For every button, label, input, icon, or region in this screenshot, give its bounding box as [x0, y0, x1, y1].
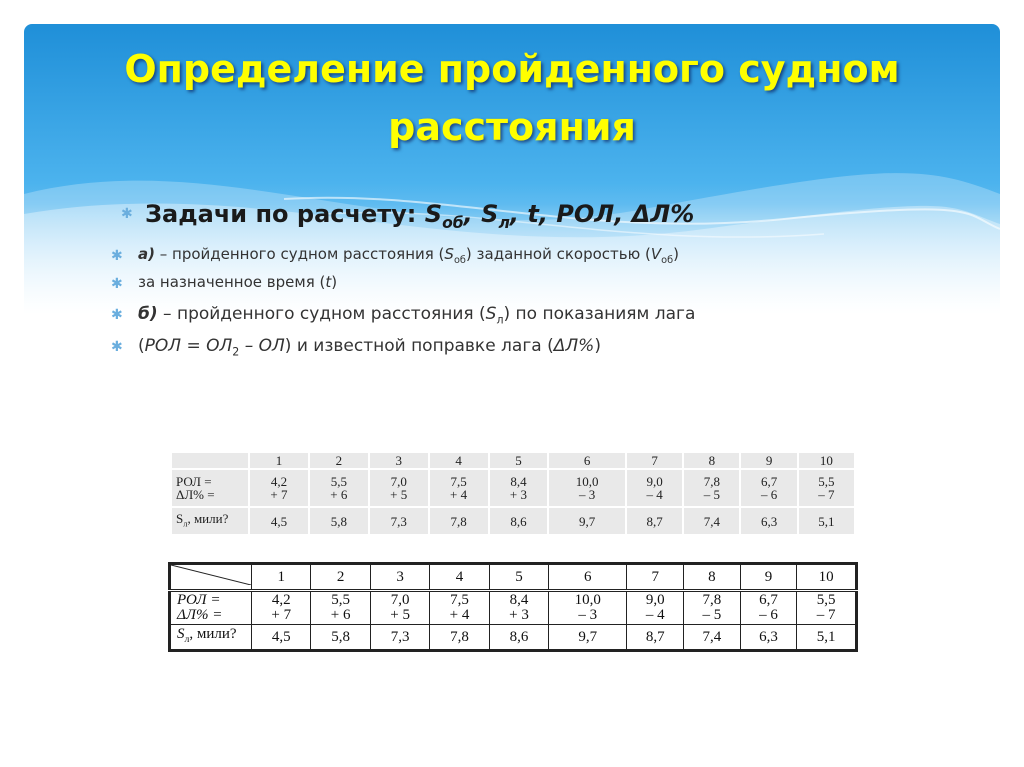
bullet-b: ✱ б) – пройденного судном расстояния $(S_л)$ по показаниям лага — [111, 304, 696, 327]
table-cell: 8,4 + 3 — [489, 469, 549, 507]
table-cell: 7,0 + 5 — [369, 469, 429, 507]
col-header: 7 — [626, 452, 683, 469]
data-table-gray — [170, 451, 856, 536]
table-cell: 5,8 — [311, 625, 370, 651]
table-row — [170, 625, 857, 651]
row-label: $S_л$, мили? — [170, 625, 252, 651]
bullet-time: ✱ за назначенное время (t) — [111, 273, 338, 292]
col-header: 4 — [430, 564, 489, 591]
table-row — [170, 591, 857, 625]
table-cell: 7,4 — [684, 625, 741, 651]
col-header: 10 — [798, 452, 855, 469]
col-header: 1 — [252, 564, 311, 591]
table-cell: 8,6 — [489, 507, 549, 535]
table-row — [171, 469, 855, 507]
star-bullet-icon: ✱ — [121, 206, 133, 222]
slide-title — [24, 40, 1000, 156]
table-cell: 4,5 — [249, 507, 309, 535]
table-cell: 4,2 + 7 — [252, 591, 311, 625]
col-header: 6 — [548, 452, 626, 469]
table-cell: 7,3 — [370, 625, 429, 651]
table-cell: 7,3 — [369, 507, 429, 535]
col-header: 7 — [627, 564, 684, 591]
col-header: 5 — [489, 564, 548, 591]
table-cell: 6,7 – 6 — [740, 469, 797, 507]
row-label: $S_л$, мили? — [171, 507, 249, 535]
table-cell: 8,7 — [626, 507, 683, 535]
table-cell: 5,5 – 7 — [797, 591, 857, 625]
col-header: 2 — [311, 564, 370, 591]
col-header: 5 — [489, 452, 549, 469]
table-cell: 5,1 — [798, 507, 855, 535]
col-header: 1 — [249, 452, 309, 469]
table-cell: 7,4 — [683, 507, 740, 535]
table-header-row — [170, 564, 857, 591]
col-header: 3 — [369, 452, 429, 469]
title-line-2: расстояния — [388, 105, 636, 149]
data-table-bordered — [168, 562, 858, 652]
table-cell: 6,7 – 6 — [740, 591, 797, 625]
table-cell: 9,7 — [548, 507, 626, 535]
title-line-1: Определение пройденного судном — [124, 47, 900, 91]
table-header-row — [171, 452, 855, 469]
table-cell: 9,0 – 4 — [626, 469, 683, 507]
table-cell: 5,1 — [797, 625, 857, 651]
table-cell: 10,0 – 3 — [548, 469, 626, 507]
table-cell: 7,8 — [430, 625, 489, 651]
table-cell: 7,5 + 4 — [430, 591, 489, 625]
col-header: 8 — [684, 564, 741, 591]
table-cell: 7,8 – 5 — [684, 591, 741, 625]
table-cell: 7,5 + 4 — [429, 469, 489, 507]
table-row — [171, 507, 855, 535]
bullet-a: ✱ а) – пройденного судном расстояния $(S_{об})$ заданной скоростью $(V_{об})$ — [111, 245, 679, 266]
row-label: РОЛ = ΔЛ% = — [171, 469, 249, 507]
table-cell: 9,7 — [549, 625, 627, 651]
col-header: 6 — [549, 564, 627, 591]
col-header: 2 — [309, 452, 369, 469]
star-bullet-icon: ✱ — [111, 339, 123, 355]
table-cell: 5,5 – 7 — [798, 469, 855, 507]
row-label: РОЛ = ΔЛ% = — [170, 591, 252, 625]
col-header: 3 — [370, 564, 429, 591]
table-cell: 7,8 – 5 — [683, 469, 740, 507]
star-bullet-icon: ✱ — [111, 307, 123, 323]
table-cell: 4,5 — [252, 625, 311, 651]
table-cell: 8,7 — [627, 625, 684, 651]
col-header: 9 — [740, 564, 797, 591]
bullet-formula: ✱ $(РОЛ = ОЛ_2 - ОЛ)$ и известной поправке лага (ΔЛ%) — [111, 336, 601, 359]
star-bullet-icon: ✱ — [111, 276, 123, 292]
col-header: 4 — [429, 452, 489, 469]
diagonal-line — [171, 565, 251, 585]
table-cell: 6,3 — [740, 507, 797, 535]
table-cell: 5,8 — [309, 507, 369, 535]
table-corner-cell — [170, 564, 252, 591]
table-cell: 5,5 + 6 — [311, 591, 370, 625]
table-cell: 8,4 + 3 — [489, 591, 548, 625]
table-cell: 7,0 + 5 — [370, 591, 429, 625]
table-cell: 5,5 + 6 — [309, 469, 369, 507]
col-header: 8 — [683, 452, 740, 469]
table-cell: 7,8 — [429, 507, 489, 535]
table-cell: 9,0 – 4 — [627, 591, 684, 625]
star-bullet-icon: ✱ — [111, 248, 123, 264]
table-cell: 4,2 + 7 — [249, 469, 309, 507]
table-cell: 10,0 – 3 — [549, 591, 627, 625]
col-header: 9 — [740, 452, 797, 469]
table-cell: 6,3 — [740, 625, 797, 651]
col-header: 10 — [797, 564, 857, 591]
heading-bullet: ✱ Задачи по расчету: $S_{об}$, $S_л$, t, РОЛ, ΔЛ% — [121, 200, 695, 232]
table-corner-cell — [171, 452, 249, 469]
table-cell: 8,6 — [489, 625, 548, 651]
